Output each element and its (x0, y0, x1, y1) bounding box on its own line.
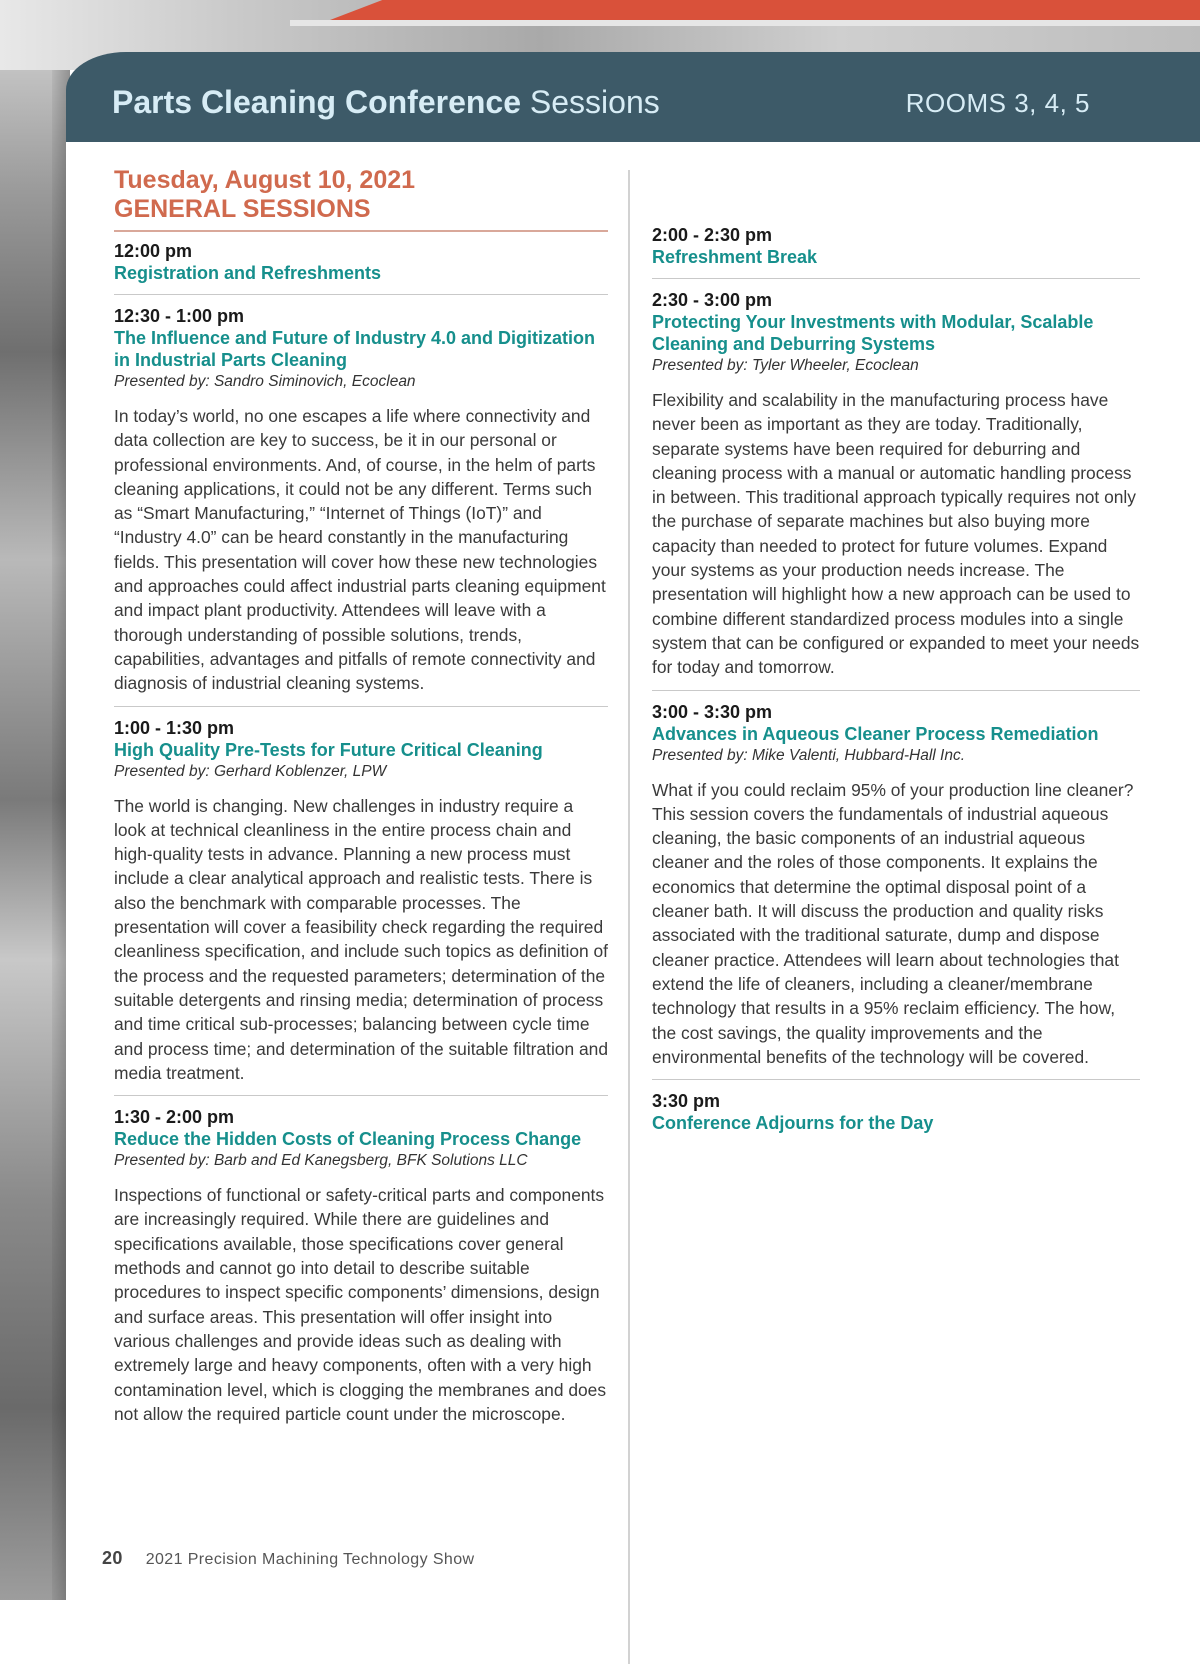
session-title: High Quality Pre-Tests for Future Critical Cleaning (114, 739, 543, 760)
session-title: Advances in Aqueous Cleaner Process Remediation (652, 723, 1099, 744)
session-block (114, 1106, 608, 1426)
session-description: Flexibility and scalability in the manufacturing process have never been as important as they are today. Traditionally, separate systems have been required for deburring and cleaning process with a manual or automatic handling process in between. This traditional approach typically requires not only the purchase of separate machines but also buying more capacity than needed to protect for future volumes. Expand your systems as your production needs increase. The presentation will highlight how a new approach can be used to combine different standardized process modules into a single system that can be configured or expanded to meet your needs for today and tomorrow. (652, 390, 1140, 678)
session-description: The world is changing. New challenges in industry require a look at technical cleanliness in the entire process chain and high-quality tests in advance. Planning a new process must include a clear analytical approach and realistic tests. There is also the benchmark with comparable processes. The presentation will cover a feasibility check regarding the required cleanliness specification, and include such topics as definition of the process and the requested parameters; determination of the suitable detergents and rinsing media; determination of process and time critical sub-processes; balancing between cycle time and process time; and determination of the suitable filtration and media treatment. (114, 795, 608, 1083)
right-column (652, 224, 1140, 1134)
session-description: Inspections of functional or safety-critical parts and components are increasingly required. While there are guidelines and specifications available, those specifications cover general methods and cannot go into detail to describe suitable procedures to inspect specific components’ dimensions, design and surface areas. This presentation will offer insight into various challenges and provide ideas such as dealing with extremely large and heavy components, often with a very high contamination level, which is clogging the membranes and does not allow the required particle count under the microscope. (114, 1185, 607, 1424)
rooms-label: ROOMS 3, 4, 5 (905, 88, 1090, 118)
session-time: 3:00 - 3:30 pm (652, 701, 773, 722)
session-divider (652, 278, 1140, 279)
session-time: 12:30 - 1:00 pm (114, 306, 245, 326)
session-divider (114, 1095, 608, 1096)
session-presenter: Presented by: Barb and Ed Kanegsberg, BFK Solutions LLC (114, 1152, 528, 1170)
session-block (114, 240, 608, 284)
page-title-strong: Parts Cleaning Conference (112, 84, 521, 120)
session-title: The Influence and Future of Industry 4.0 and Digitization in Industrial Parts Cleaning (114, 328, 596, 370)
session-block (652, 289, 1140, 680)
page-footer (102, 1548, 474, 1569)
session-title: Refreshment Break (652, 247, 818, 267)
session-description: What if you could reclaim 95% of your production line cleaner? This session covers the fundamentals of industrial aqueous cleaning, the basic components of an industrial aqueous cleaner and the roles of those components. It explains the economics that determine the optimal disposal point of a cleaner bath. It will discuss the production and quality risks associated with the traditional saturate, dump and dispose cleaner practice. Attendees will learn about technologies that extend the life of cleaners, including a cleaner/membrane technology that results in a 95% reclaim efficiency. The how, the cost savings, the quality improvements and the environmental benefits of the technology will be covered. (652, 779, 1134, 1067)
session-presenter: Presented by: Gerhard Koblenzer, LPW (114, 762, 387, 780)
session-block (652, 701, 1140, 1070)
page-number: 20 (102, 1548, 123, 1568)
session-time: 1:00 - 1:30 pm (114, 717, 235, 738)
page-title (112, 86, 660, 118)
session-title: Reduce the Hidden Costs of Cleaning Process Change (114, 1129, 582, 1150)
session-time: 2:00 - 2:30 pm (652, 225, 773, 245)
session-time: 12:00 pm (114, 241, 193, 261)
session-title: Conference Adjourns for the Day (652, 1113, 934, 1134)
session-divider (652, 690, 1140, 691)
session-presenter: Presented by: Tyler Wheeler, Ecoclean (652, 357, 919, 374)
section-header (66, 52, 1200, 142)
column-divider (628, 170, 630, 1664)
metallic-side-strip (0, 0, 70, 1600)
session-time: 3:30 pm (652, 1091, 721, 1112)
session-block (114, 717, 608, 1086)
session-block (652, 224, 1140, 268)
session-title: Protecting Your Investments with Modular, Scalable Cleaning and Deburring Systems (652, 312, 1094, 354)
session-divider (652, 1079, 1140, 1080)
day-label: GENERAL SESSIONS (114, 195, 371, 223)
page-title-light: Sessions (529, 84, 660, 120)
session-block (114, 305, 608, 696)
session-presenter: Presented by: Mike Valenti, Hubbard-Hall Inc. (652, 746, 966, 764)
day-divider (114, 230, 608, 232)
session-time: 2:30 - 3:00 pm (652, 290, 773, 310)
publication-name: 2021 Precision Machining Technology Show (145, 1551, 475, 1568)
day-date: Tuesday, August 10, 2021 (114, 166, 416, 194)
session-divider (114, 294, 608, 295)
content-page (66, 142, 1200, 1600)
light-accent-stripe (290, 20, 1200, 26)
left-column (114, 166, 608, 1426)
session-presenter: Presented by: Sandro Siminovich, Ecoclean (114, 373, 416, 390)
session-title: Registration and Refreshments (114, 263, 382, 283)
orange-accent-stripe (330, 0, 1200, 20)
session-description: In today’s world, no one escapes a life where connectivity and data collection are key to success, be it in our personal or professional environments. And, of course, in the helm of parts cleaning applications, it could not be any different. Terms such as “Smart Manufacturing,” “Internet of Things (IoT)” and “Industry 4.0” can be heard constantly in the manufacturing fields. This presentation will cover how these new technologies and approaches could affect industrial parts cleaning equipment and impact plant productivity. Attendees will leave with a thorough understanding of possible solutions, trends, capabilities, advantages and pitfalls of remote connectivity and diagnosis of industrial cleaning systems. (114, 406, 606, 694)
session-divider (114, 706, 608, 707)
session-block (652, 1090, 1140, 1134)
session-time: 1:30 - 2:00 pm (114, 1107, 235, 1128)
